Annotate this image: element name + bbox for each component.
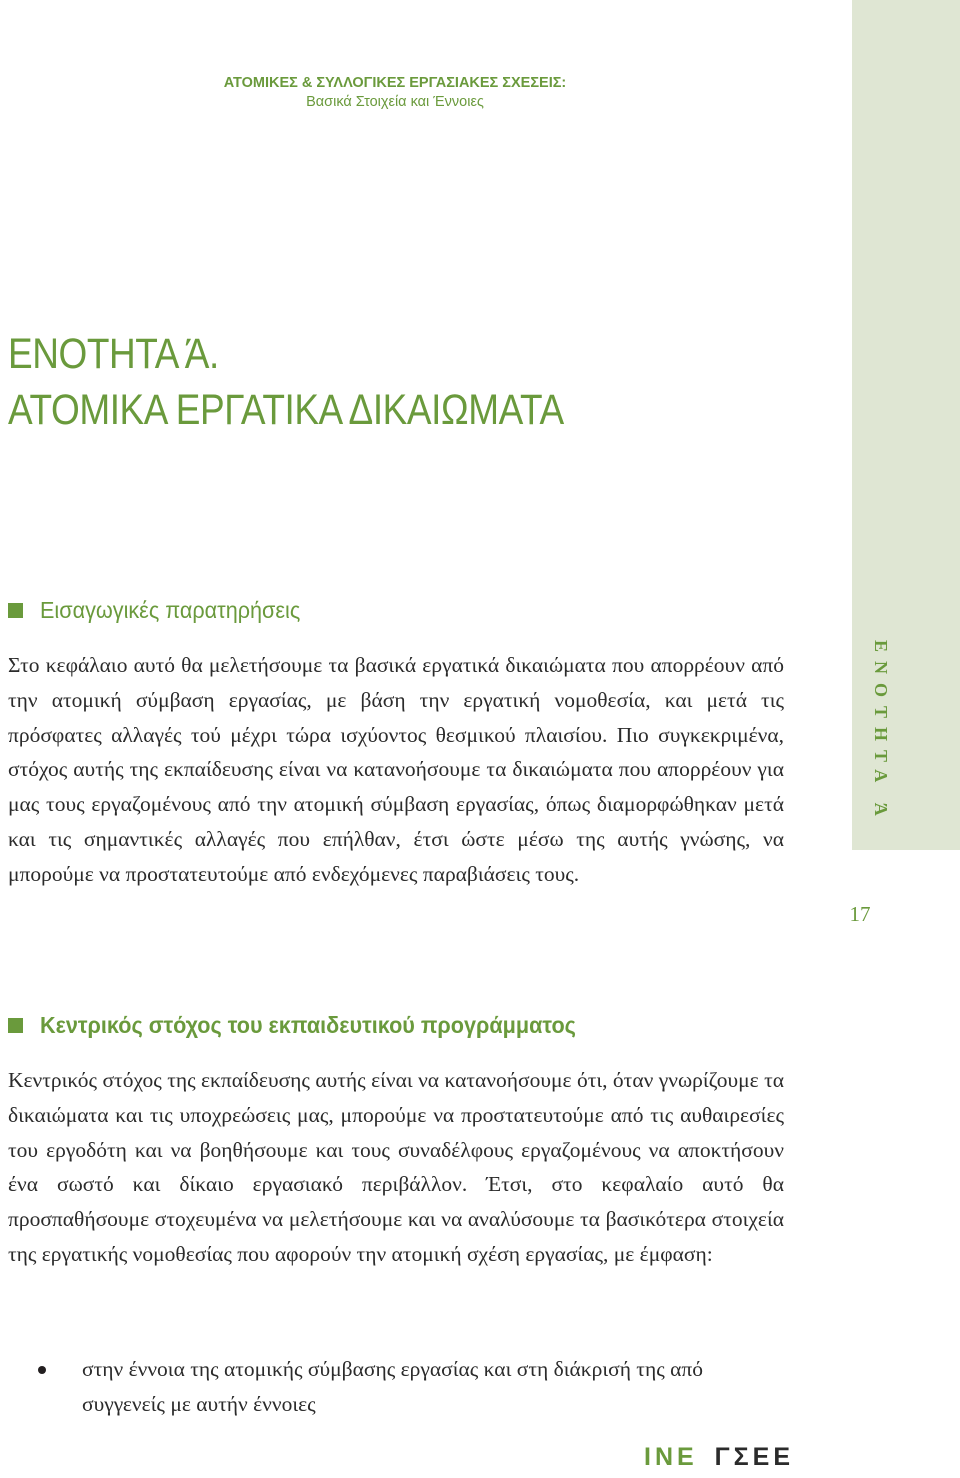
- section-heading-introduction: [8, 597, 323, 624]
- bullet-text: στην έννοια της ατομικής σύμβασης εργασίας και στη διάκρισή της από συγγενείς με αυτήν έννοιες: [82, 1357, 703, 1416]
- running-header: [0, 74, 790, 112]
- intro-paragraph: Στο κεφάλαιο αυτό θα μελετήσουμε τα βασικά εργατικά δικαιώματα που απορρέουν από την ατομική σύμβαση εργασίας, με βάση την εργατική νομοθεσία, και μετά τις πρόσφατες αλλαγές τού μέχρι τώρα ισχύοντος θεσμικού πλαισίου. Πιο συγκεκριμένα, στόχος αυτής της εκπαίδευσης είναι να κατανοήσουμε τα δικαιώματα που απορρέουν για μας τους εργαζομένους από την ατομική σύμβαση εργασίας, όπως διαμορφώθηκαν μετά και τις σημαντικές αλλαγές που επήλθαν, έτσι ώστε μέσω της αυτής γνώσης, να μπορούμε να προστατευτούμε από ενδεχόμενες παραβιάσεις τους.: [8, 653, 784, 886]
- footer-logo-ine: ΙΝΕ: [644, 1443, 698, 1471]
- heading-square-icon: [8, 1018, 23, 1033]
- section-heading-label: Κεντρικός στόχος του εκπαιδευτικού προγράμματος: [40, 1012, 576, 1038]
- chapter-number: ΕΝΟΤΗΤΑ Ά.: [8, 330, 219, 378]
- bullet-list: [8, 1352, 784, 1422]
- section-heading-central-goal: [8, 1012, 623, 1039]
- footer-logo-gsee: ΓΣΕΕ: [714, 1443, 795, 1471]
- side-tab-label: ΕΝΟΤΗΤΑ Ά: [871, 640, 891, 825]
- side-tab: [852, 0, 960, 850]
- chapter-title: [8, 326, 564, 438]
- heading-square-icon: [8, 603, 23, 618]
- bullet-icon: [38, 1366, 46, 1374]
- running-header-subtitle: Βασικά Στοιχεία και Έννοιες: [306, 94, 484, 110]
- chapter-name: ΑΤΟΜΙΚΑ ΕΡΓΑΤΙΚΑ ΔΙΚΑΙΩΜΑΤΑ: [8, 386, 564, 434]
- list-item: [8, 1352, 784, 1422]
- page-number: 17: [849, 902, 871, 926]
- section-heading-label: Εισαγωγικές παρατηρήσεις: [40, 597, 301, 623]
- footer-logo: [644, 1443, 794, 1472]
- running-header-title: ΑΤΟΜΙΚΕΣ & ΣΥΛΛΟΓΙΚΕΣ ΕΡΓΑΣΙΑΚΕΣ ΣΧΕΣΕΙΣ:: [223, 75, 567, 91]
- goal-paragraph: Κεντρικός στόχος της εκπαίδευσης αυτής είναι να κατανοήσουμε ότι, όταν γνωρίζουμε τα δικαιώματα και τις υποχρεώσεις μας, μπορούμε να προστατευτούμε από τις αυθαιρεσίες του εργοδότη και να βοηθήσουμε και τους συναδέλφους εργαζομένους να αποκτήσουν ένα σωστό και δίκαιο εργασιακό περιβάλλον. Έτσι, στο κεφαλαίο αυτό θα προσπαθήσουμε στοχευμένα να μελετήσουμε και να αναλύσουμε τα βασικότερα στοιχεία της εργατικής νομοθεσίας που αφορούν την ατομική σχέση εργασίας, με έμφαση:: [8, 1068, 784, 1266]
